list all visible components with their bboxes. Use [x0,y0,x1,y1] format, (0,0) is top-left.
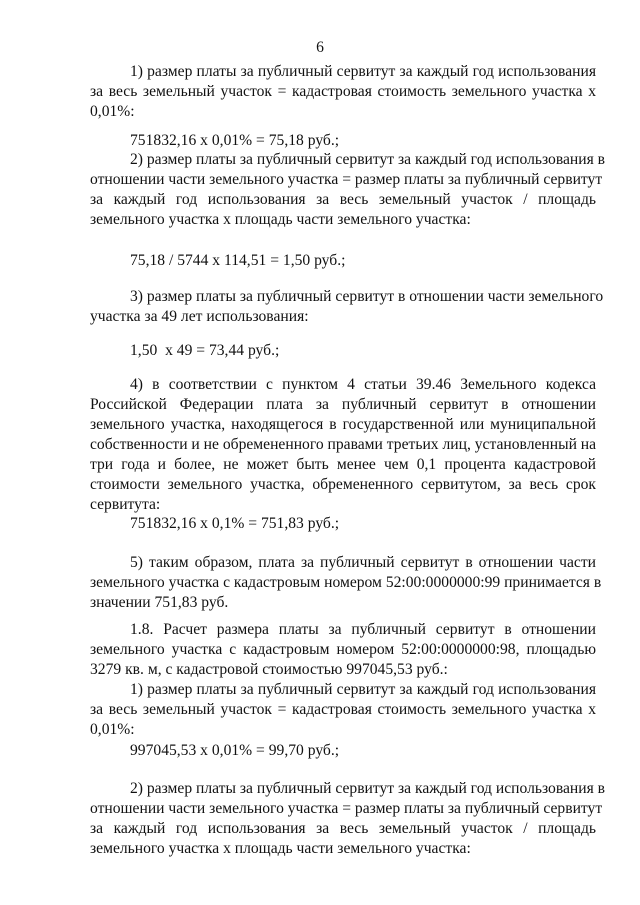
text-line: земельного участка х площадь части земельного участка: [90,211,471,228]
text-line: земельного участка х площадь части земельного участка: [90,840,471,857]
text-line: 1) размер платы за публичный сервитут за каждый год использования [130,681,596,698]
text-line: три года и более, не может быть менее чем 0,1 процента кадастровой [90,456,596,473]
text-line: стоимости земельного участка, обремененного сервитутом, за весь срок [90,476,596,493]
text-line: земельного участка с кадастровым номером 52:00:0000000:98, площадью [90,641,596,658]
text-line: за каждый год использования за весь земельный участок / площадь [90,820,596,837]
text-line: отношении части земельного участка = размер платы за публичный сервитут [90,171,603,188]
formula-line: 751832,16 х 0,01% = 75,18 руб.; [130,132,340,149]
text-line: собственности и не обремененного правами третьих лиц, установленный на [90,436,597,453]
text-line: 5) таким образом, плата за публичный сервитут в отношении части [130,554,596,571]
text-line: земельного участка с кадастровым номером 52:00:0000000:99 принимается в [90,574,602,591]
text-line: 2) размер платы за публичный сервитут за каждый год использования в [130,780,606,797]
formula-line: 751832,16 х 0,1% = 751,83 руб.; [130,515,340,532]
text-line: отношении части земельного участка = размер платы за публичный сервитут [90,800,603,817]
formula-line: 1,50 х 49 = 73,44 руб.; [130,342,280,359]
text-line: 3279 кв. м, с кадастровой стоимостью 997045,53 руб.: [90,661,448,678]
page-number: 6 [316,39,324,56]
text-line: 2) размер платы за публичный сервитут за каждый год использования в [130,151,606,168]
text-line: 1) размер платы за публичный сервитут за каждый год использования [130,63,596,80]
text-line: за каждый год использования за весь земельный участок / площадь [90,191,596,208]
text-line: значении 751,83 руб. [90,594,229,611]
text-line: 0,01%: [90,721,135,738]
text-line: 0,01%: [90,103,135,120]
formula-line: 997045,53 х 0,01% = 99,70 руб.; [130,742,340,759]
section-heading-line: 1.8. Расчет размера платы за публичный сервитут в отношении [130,621,596,638]
text-line: земельного участка, находящегося в государственной или муниципальной [90,416,596,433]
text-line: участка за 49 лет использования: [90,308,309,325]
text-line: за весь земельный участок = кадастровая стоимость земельного участка х [90,83,596,100]
formula-line: 75,18 / 5744 х 114,51 = 1,50 руб.; [130,252,346,269]
text-line: Российской Федерации плата за публичный сервитут в отношении [90,396,596,413]
text-line: за весь земельный участок = кадастровая стоимость земельного участка х [90,701,596,718]
text-line: 3) размер платы за публичный сервитут в отношении части земельного [130,288,604,305]
text-line: 4) в соответствии с пунктом 4 статьи 39.46 Земельного кодекса [130,376,596,393]
text-line: сервитута: [90,496,161,513]
